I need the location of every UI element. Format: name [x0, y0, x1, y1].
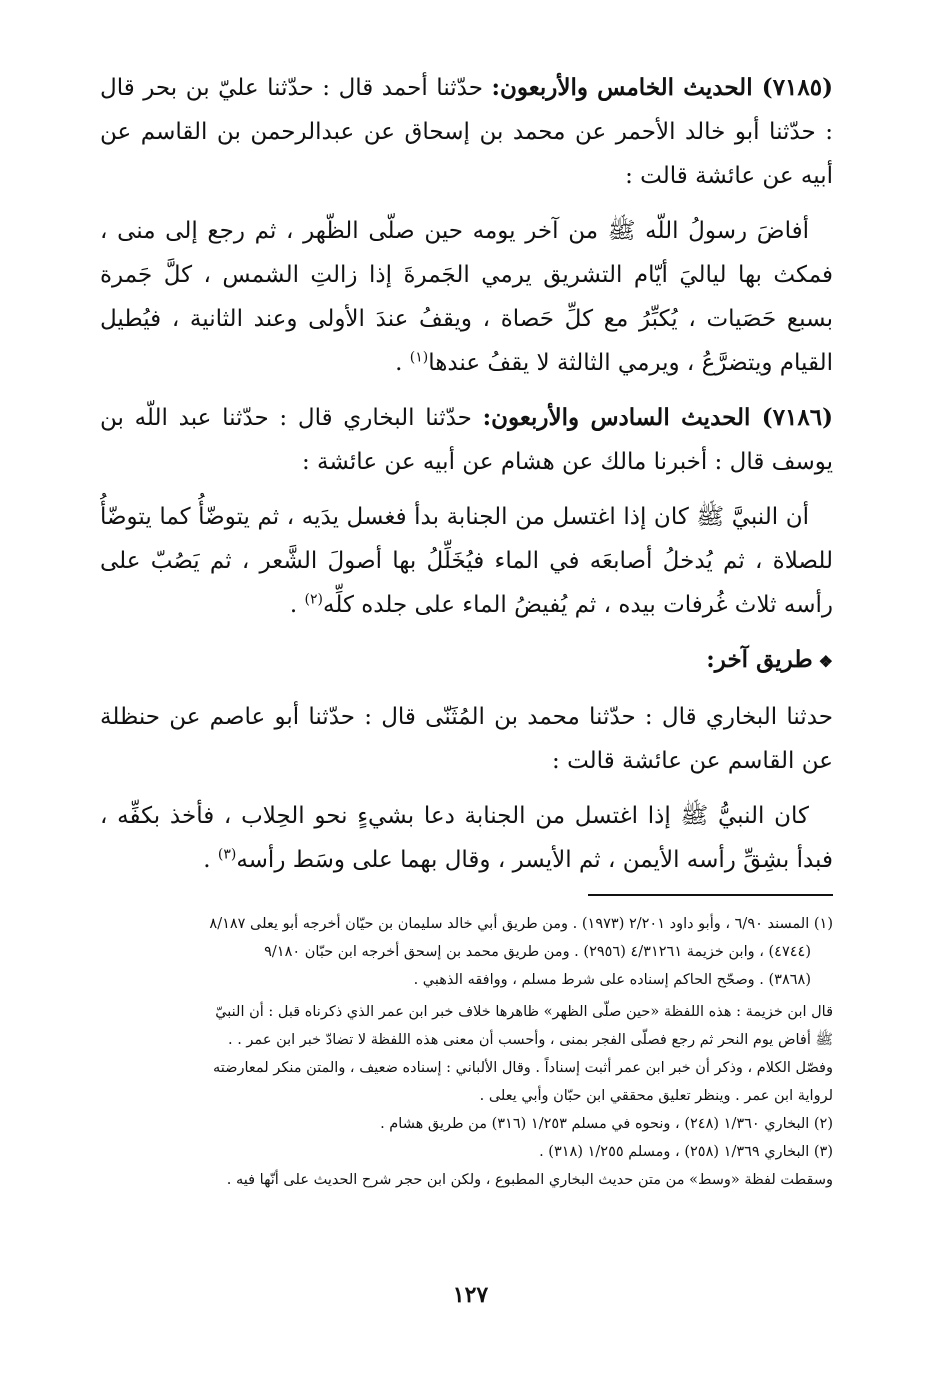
footnote-1-line: وفصّل الكلام ، وذكر أن خبر ابن عمر أثبت إسناداً . وقال الألباني : إسناده ضعيف ، والمتن منكر لمعارضته [213, 1060, 833, 1076]
footnote-1-line: لرواية ابن عمر . وينظر تعليق محققي ابن حبّان وأبي يعلى . [479, 1088, 833, 1104]
footnote-divider [588, 894, 833, 896]
another-route-heading [100, 638, 833, 684]
footnote-3: (٣) البخاري ١/٣٦٩ (٢٥٨) ، ومسلم ١/٢٥٥ (٣١٨) . [539, 1144, 833, 1160]
another-route-matn [100, 794, 833, 882]
footnote-ref-1[interactable]: (١) [409, 349, 429, 366]
footnotes [100, 910, 833, 1194]
hadith-7186-isnad [100, 396, 833, 484]
matn-end: . [395, 350, 410, 376]
diamond-bullet-icon: ❖ [818, 652, 833, 671]
footnote-ref-2[interactable]: (٢) [304, 591, 323, 608]
footnote-2: (٢) البخاري ١/٣٦٠ (٢٤٨) ، ونحوه في مسلم ١/٢٥٣ (٣١٦) من طريق هشام . [380, 1116, 833, 1132]
another-route-title: طريق آخر: [706, 646, 813, 673]
hadith-7185-matn [100, 209, 833, 385]
hadith-7186-isnad-text: حدّثنا البخاري قال : حدّثنا عبد اللّه بن يوسف قال : أخبرنا مالك عن هشام عن أبيه عن عائشة : [100, 405, 833, 475]
main-text [100, 66, 833, 882]
hadith-7185-heading: (٧١٨٥) الحديث الخامس والأربعون: [491, 74, 833, 101]
footnote-ref-3[interactable]: (٣) [217, 846, 237, 863]
matn-end: . [203, 847, 218, 873]
footnote-1-line: (١) المسند ٦/٩٠ ، وأبو داود ٢/٢٠١ (١٩٧٣) . ومن طريق أبي خالد سليمان بن حيّان أخرجه أبو يعلى ٨/١٨٧ [209, 916, 833, 932]
footnote-1-line: (٣٨٦٨) . وصحّح الحاكم إسناده على شرط مسلم ، ووافقه الذهبي . [413, 972, 811, 988]
hadith-7186-matn-text: أن النبيَّ ﷺ كان إذا اغتسل من الجنابة بدأ فغسل يدَيه ، ثم يتوضّأُ كما يتوضّأُ للصلاة ، ثم يُدخلُ أصابعَه في الماء فيُخَلِّلُ بها أصولَ الشَّعر ، ثم يَصُبّ على رأسه ثلاث غُرفات بيده ، ثم يُفيضُ الماء على جلده كلِّه [100, 504, 833, 618]
another-route-isnad-text: حدثنا البخاري قال : حدّثنا محمد بن المُثَنّى قال : حدّثنا أبو عاصم عن حنظلة عن القاسم عن عائشة قالت : [100, 704, 833, 774]
footnote-3-note: وسقطت لفظة «وسط» من متن حديث البخاري المطبوع ، ولكن ابن حجر شرح الحديث على أنّها فيه . [226, 1172, 833, 1188]
hadith-7185-isnad [100, 66, 833, 198]
page-number: ١٢٧ [452, 1282, 489, 1308]
hadith-7185-isnad-text: حدّثنا أحمد قال : حدّثنا عليّ بن بحر قال : حدّثنا أبو خالد الأحمر عن محمد بن إسحاق عن عبدالرحمن بن القاسم عن أبيه عن عائشة قالت : [100, 75, 833, 189]
hadith-7186-heading: (٧١٨٦) الحديث السادس والأربعون: [482, 404, 833, 431]
hadith-7185-matn-text: أفاضَ رسولُ اللّه ﷺ من آخر يومه حين صلّى الظّهر ، ثم رجع إلى منى ، فمكث بها لياليَ أيّام التشريق يرمي الجَمرةَ إذا زالتِ الشمس ، كلَّ جَمرة بسبع حَصَيات ، يُكبِّرُ مع كلِّ حَصاة ، ويقفُ عندَ الأولى وعند الثانية ، فيُطيل القيام ويتضرَّعُ ، ويرمي الثالثة لا يقفُ عندها [100, 218, 833, 376]
matn-end: . [289, 592, 305, 618]
another-route-isnad [100, 695, 833, 783]
footnote-1-line: (٤٧٤٤) ، وابن خزيمة ٤/٣١٢٦١ (٢٩٥٦) . ومن طريق محمد بن إسحق أخرجه ابن حبّان ٩/١٨٠ [264, 944, 811, 960]
footnote-1-line: قال ابن خزيمة : هذه اللفظة «حين صلّى الظهر» ظاهرها خلاف خبر ابن عمر الذي ذكرناه قبل : أن النبيّ [215, 1004, 833, 1020]
another-route-matn-text: كان النبيُّ ﷺ إذا اغتسل من الجنابة دعا بشيءٍ نحو الحِلاب ، فأخذ بكفِّه ، فبدأ بشِقِّ رأسه الأيمن ، ثم الأيسر ، وقال بهما على وسَط رأسه [100, 803, 833, 873]
hadith-7186-matn [100, 495, 833, 627]
footnote-1-line: ﷺ أفاض يوم النحر ثم رجع فصلّى الفجر بمنى ، وأحسب أن معنى هذه اللفظة لا تضادّ خبر ابن عمر . . [228, 1032, 833, 1048]
